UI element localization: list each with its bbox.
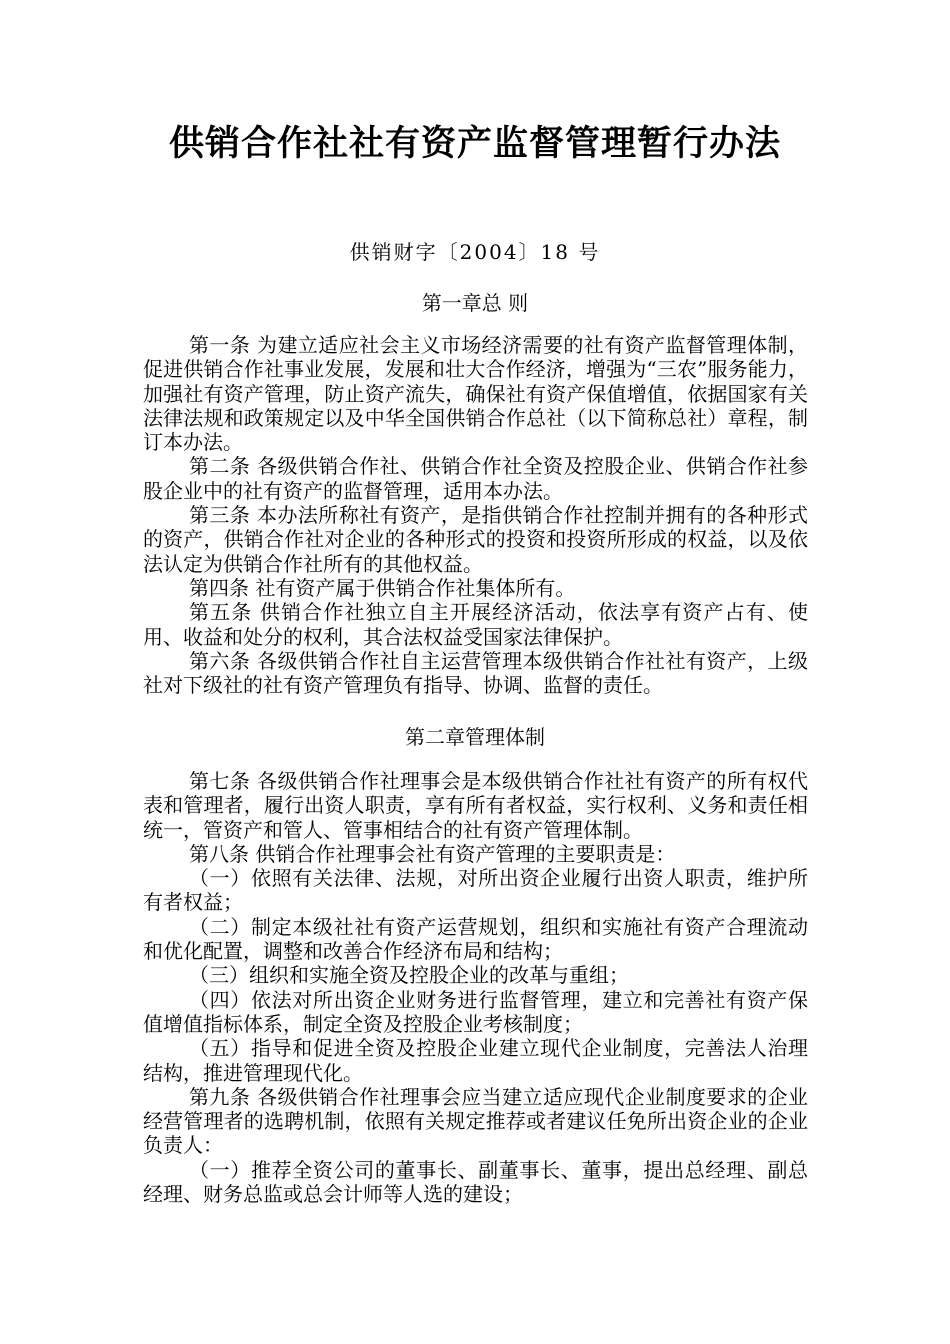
article-6: 第六条 各级供销合作社自主运营管理本级供销合作社社有资产，上级社对下级社的社有资产管理负有指导、协调、监督的责任。 <box>143 648 808 698</box>
article-9-item-1: （一）推荐全资公司的董事长、副董事长、董事，提出总经理、副总经理、财务总监或总会计师等人选的建设； <box>143 1157 808 1207</box>
article-5: 第五条 供销合作社独立自主开展经济活动，依法享有资产占有、使用、收益和处分的权利，其合法权益受国家法律保护。 <box>143 600 808 649</box>
article-8-item-5: （五）指导和促进全资及控股企业建立现代企业制度，完善法人治理结构，推进管理现代化。 <box>143 1036 808 1085</box>
article-9: 第九条 各级供销合作社理事会应当建立适应现代企业制度要求的企业经营管理者的选聘机制，依照有关规定推荐或者建议任免所出资企业的企业负责人： <box>143 1084 808 1158</box>
chapter-2-body <box>143 769 808 1206</box>
article-8-item-4: （四）依法对所出资企业财务进行监督管理，建立和完善社有资产保值增值指标体系，制定全资及控股企业考核制度； <box>143 987 808 1036</box>
document-number: 供销财字〔2004〕18 号 <box>349 240 601 264</box>
article-8: 第八条 供销合作社理事会社有资产管理的主要职责是： <box>189 841 676 866</box>
chapter-2-heading: 第二章管理体制 <box>405 725 545 749</box>
chapter-1-body <box>143 333 828 698</box>
article-8-item-1: （一）依照有关法律、法规，对所出资企业履行出资人职责，维护所有者权益； <box>143 866 808 915</box>
article-1: 第一条 为建立适应社会主义市场经济需要的社有资产监督管理体制，促进供销合作社事业发展，发展和壮大合作经济，增强为“三农”服务能力，加强社有资产管理，防止资产流失，确保社有资产保值增值，依据国家有关法律法规和政策规定以及中华全国供销合作总社（以下简称总社）章程，制订本办法。 <box>143 333 808 455</box>
article-7: 第七条 各级供销合作社理事会是本级供销合作社社有资产的所有权代表和管理者，履行出资人职责，享有所有者权益，实行权利、义务和责任相统一，管资产和管人、管事相结合的社有资产管理体制。 <box>143 769 808 842</box>
article-3: 第三条 本办法所称社有资产，是指供销合作社控制并拥有的各种形式 的资产，供销合作社对企业的各种形式的投资和投资所形成的权益，以及依法认定为供销合作社所有的其他权益。 <box>143 503 828 576</box>
document-title: 供销合作社社有资产监督管理暂行办法 <box>168 124 781 164</box>
article-2: 第二条 各级供销合作社、供销合作社全资及控股企业、供销合作社参股企业中的社有资产的监督管理，适用本办法。 <box>143 454 808 503</box>
article-8-item-3: （三）组织和实施全资及控股企业的改革与重组； <box>189 963 629 988</box>
chapter-1-heading: 第一章总 则 <box>421 291 529 315</box>
article-4: 第四条 社有资产属于供销合作社集体所有。 <box>189 575 576 600</box>
article-8-item-2: （二）制定本级社社有资产运营规划，组织和实施社有资产合理流动和优化配置，调整和改善合作经济布局和结构； <box>143 914 808 964</box>
